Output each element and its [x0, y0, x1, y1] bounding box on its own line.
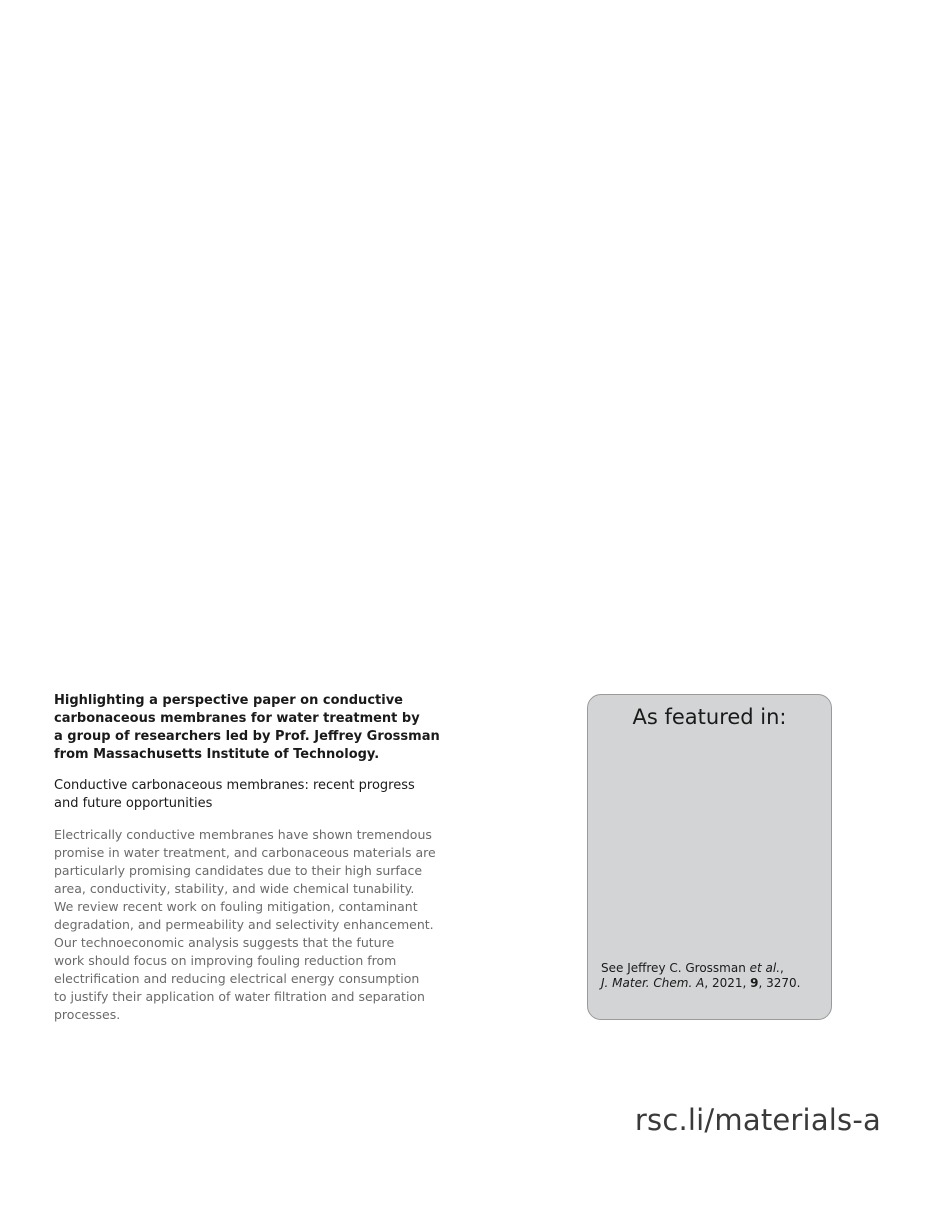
citation-year: , 2021,	[704, 976, 751, 990]
abstract	[54, 826, 474, 1024]
abstract-line: We review recent work on fouling mitigation, contaminant	[54, 899, 418, 914]
title-line: Conductive carbonaceous membranes: recent progress	[54, 778, 415, 793]
abstract-line: electrification and reducing electrical energy consumption	[54, 971, 420, 986]
highlight-summary	[54, 692, 454, 764]
citation-line-1	[601, 961, 800, 976]
abstract-line: degradation, and permeability and selectivity enhancement.	[54, 917, 434, 932]
abstract-line: work should focus on improving fouling reduction from	[54, 953, 397, 968]
featured-heading: As featured in:	[632, 705, 787, 729]
citation-volume: 9	[750, 976, 759, 990]
featured-in-box	[587, 694, 832, 1020]
abstract-line: to justify their application of water filtration and separation	[54, 989, 425, 1004]
abstract-line: Our technoeconomic analysis suggests that the future	[54, 935, 395, 950]
citation-comma: ,	[780, 961, 784, 975]
highlight-line: Highlighting a perspective paper on conductive	[54, 693, 403, 708]
abstract-line: processes.	[54, 1007, 121, 1022]
highlight-line: carbonaceous membranes for water treatment by	[54, 711, 420, 726]
highlight-line: from Massachusetts Institute of Technology.	[54, 747, 380, 762]
abstract-line: area, conductivity, stability, and wide chemical tunability.	[54, 881, 415, 896]
abstract-line: promise in water treatment, and carbonaceous materials are	[54, 845, 436, 860]
title-line: and future opportunities	[54, 796, 213, 811]
highlight-line: a group of researchers led by Prof. Jeffrey Grossman	[54, 729, 440, 744]
paper-title	[54, 777, 454, 813]
abstract-line: particularly promising candidates due to their high surface	[54, 863, 423, 878]
citation-journal: J. Mater. Chem. A	[601, 976, 705, 990]
citation-etal: et al.	[749, 961, 781, 975]
citation-see: See Jeffrey C. Grossman	[601, 961, 750, 975]
journal-citation	[601, 961, 800, 991]
citation-line-2	[601, 976, 800, 991]
abstract-line: Electrically conductive membranes have shown tremendous	[54, 827, 432, 842]
citation-page: , 3270.	[758, 976, 801, 990]
journal-url[interactable]: rsc.li/materials-a	[634, 1103, 881, 1137]
